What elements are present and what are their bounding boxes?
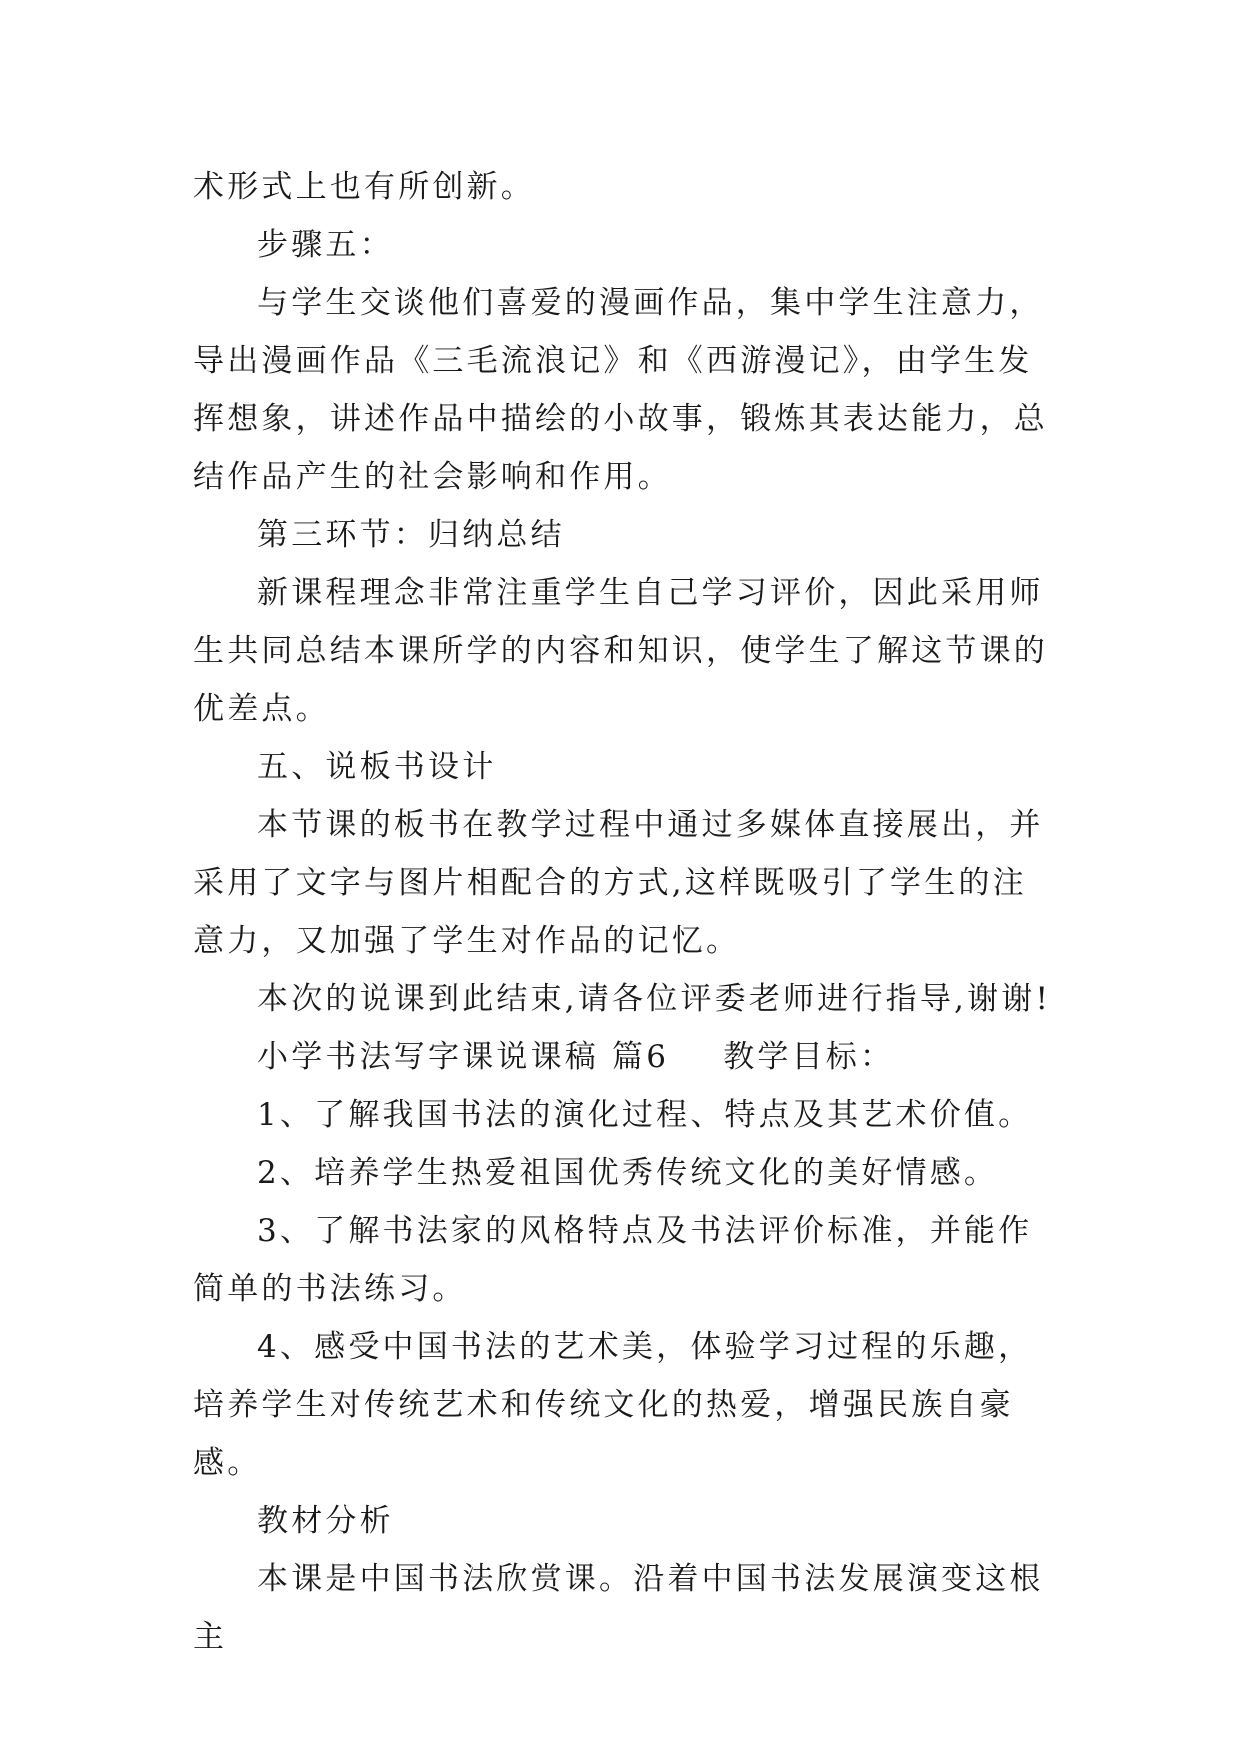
paragraph-continuation: 术形式上也有所创新。 [193,169,535,205]
paragraph-section-three-heading: 第三环节：归纳总结 [257,517,565,553]
paragraph-goal-2: 2、培养学生热爱祖国优秀传统文化的美好情感。 [257,1155,999,1191]
paragraph-board-design-body: 本节课的板书在教学过程中通过多媒体直接展出，并采用了文字与图片相配合的方式,这样既吸引了学生的注意力，又加强了学生对作品的记忆。 [193,807,1044,959]
paragraph-step-five-heading: 步骤五： [257,227,394,263]
paragraph-material-analysis-heading: 教材分析 [257,1503,394,1539]
teaching-goals-label: 教学目标： [723,1039,895,1075]
paragraph-material-analysis-body: 本课是中国书法欣赏课。沿着中国书法发展演变这根主 [193,1561,1044,1655]
paragraph-lesson-six-heading [193,1028,1053,1086]
document-body [193,158,1053,1666]
paragraph-step-five-body: 与学生交谈他们喜爱的漫画作品，集中学生注意力，导出漫画作品《三毛流浪记》和《西游漫记》，由学生发挥想象，讲述作品中描绘的小故事，锻炼其表达能力，总结作品产生的社会影响和作用。 [193,285,1048,495]
paragraph-goal-4: 4、感受中国书法的艺术美，体验学习过程的乐趣，培养学生对传统艺术和传统文化的热爱，增强民族自豪感。 [193,1329,1033,1481]
paragraph-board-design-heading: 五、说板书设计 [257,749,497,785]
paragraph-section-three-body: 新课程理念非常注重学生自己学习评价，因此采用师生共同总结本课所学的内容和知识，使学生了解这节课的优差点。 [193,575,1048,727]
paragraph-goal-1: 1、了解我国书法的演化过程、特点及其艺术价值。 [257,1097,1033,1133]
lesson-six-title: 小学书法写字课说课稿 篇6 [257,1039,670,1075]
paragraph-goal-3: 3、了解书法家的风格特点及书法评价标准，并能作简单的书法练习。 [193,1213,1033,1307]
paragraph-closing: 本次的说课到此结束,请各位评委老师进行指导,谢谢! [257,981,1052,1017]
